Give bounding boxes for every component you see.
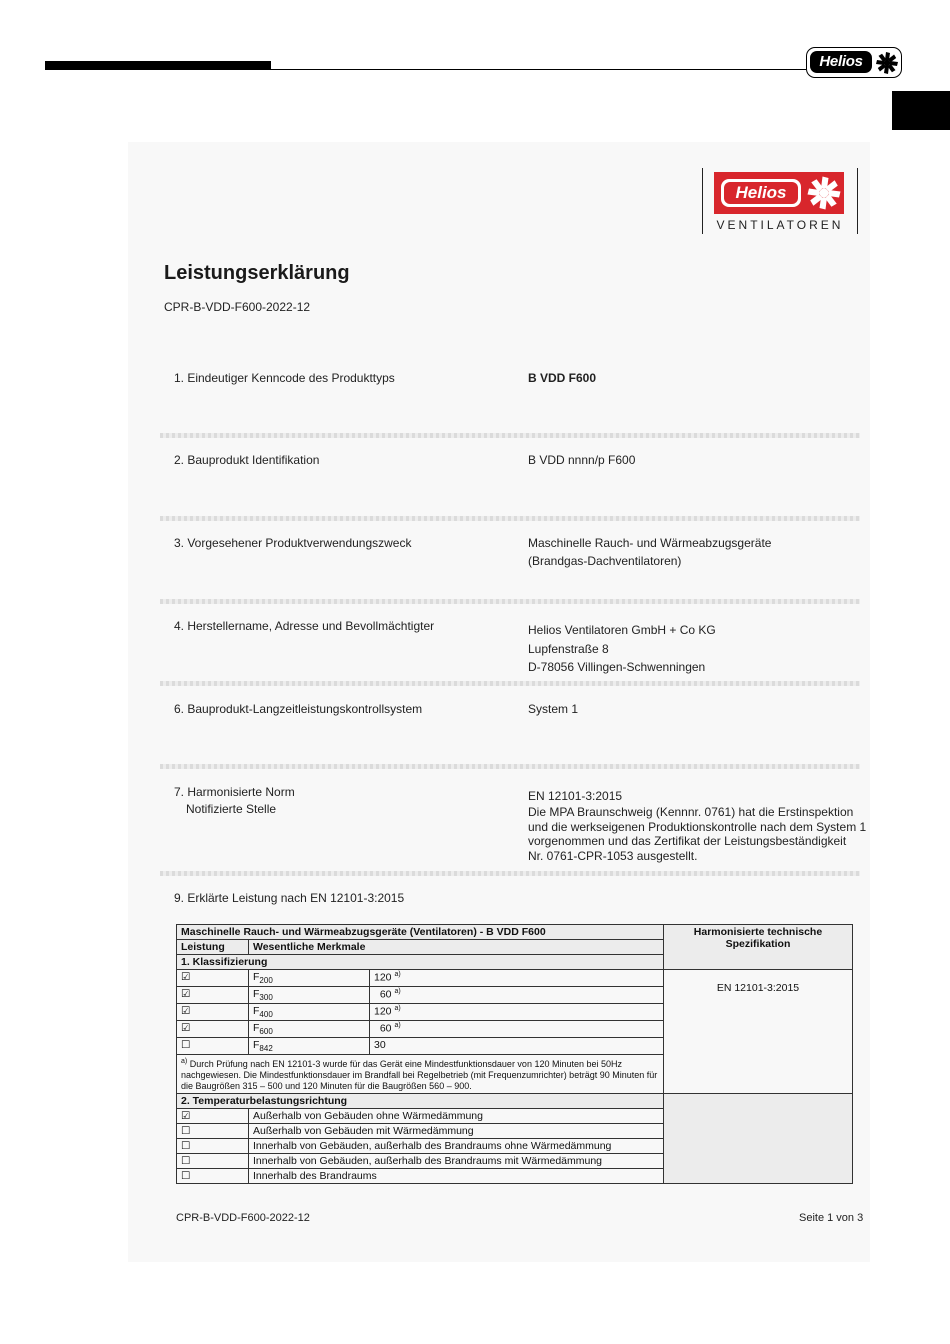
temp-option: Innerhalb des Brandraums — [249, 1169, 664, 1184]
class-symbol: $F_{600}$ — [249, 1021, 370, 1038]
class-symbol: $F_{200}$ — [249, 970, 370, 987]
section-3-value-line1: Maschinelle Rauch- und Wärmeabzugsgeräte — [528, 536, 772, 550]
section-7-label2: Notifizierte Stelle — [186, 802, 277, 816]
section-7-value-line3: und die werkseigenen Produktionskontrolle nach dem System 1 — [528, 820, 867, 834]
section-3-label: 3. Vorgesehener Produktverwendungszweck — [174, 536, 412, 550]
document-code: CPR-B-VDD-F600-2022-12 — [164, 300, 311, 314]
class-symbol: $F_{400}$ — [249, 1004, 370, 1021]
class-value: 60 $^{a)}$ — [370, 987, 664, 1004]
class-value: 60 $^{a)}$ — [370, 1021, 664, 1038]
temp-option: Außerhalb von Gebäuden mit Wärmedämmung — [249, 1124, 664, 1139]
class-value: 120 $^{a)}$ — [370, 1004, 664, 1021]
class-symbol: $F_{300}$ — [249, 987, 370, 1004]
checkbox: ☐ — [177, 1038, 249, 1055]
performance-table — [176, 924, 853, 1184]
section-7-value-line2: Die MPA Braunschweig (Kennnr. 0761) hat die Erstinspektion — [528, 805, 854, 819]
table-title: Maschinelle Rauch- und Wärmeabzugsgeräte (Ventilatoren) - B VDD F600 — [177, 925, 664, 940]
separator — [160, 681, 860, 686]
temp-option: Innerhalb von Gebäuden, außerhalb des Brandraums ohne Wärmedämmung — [249, 1139, 664, 1154]
section-1-value: B VDD F600 — [528, 371, 597, 385]
separator — [160, 599, 860, 604]
section-1-heading: 1. Klassifizierung — [177, 955, 664, 970]
checkbox: ☐ — [177, 1154, 249, 1169]
section-row — [177, 1094, 853, 1109]
fan-icon — [875, 51, 899, 75]
checkbox: ☑ — [177, 1004, 249, 1021]
checkbox: ☐ — [177, 1139, 249, 1154]
side-tab-marker — [892, 91, 950, 130]
class-value: 120 $^{a)}$ — [370, 970, 664, 987]
document-title: Leistungserklärung — [164, 262, 350, 284]
checkbox: ☑ — [177, 970, 249, 987]
temp-option: Außerhalb von Gebäuden ohne Wärmedämmung — [249, 1109, 664, 1124]
section-4-value-line1: Helios Ventilatoren GmbH + Co KG — [528, 623, 716, 637]
spec-empty — [664, 1094, 853, 1184]
footer-code: CPR-B-VDD-F600-2022-12 — [176, 1212, 310, 1224]
class-value: 30 — [370, 1038, 664, 1055]
brand-logo-text: Helios — [724, 182, 798, 204]
separator — [160, 871, 860, 876]
fan-icon — [806, 175, 842, 211]
footer-page-number: Seite 1 von 3 — [799, 1212, 864, 1224]
section-3-value-line2: (Brandgas-Dachventilatoren) — [528, 554, 682, 568]
separator — [160, 433, 860, 438]
section-7-value-line1: EN 12101-3:2015 — [528, 789, 623, 803]
section-1-label: 1. Eindeutiger Kenncode des Produkttyps — [174, 371, 395, 385]
section-2-heading: 2. Temperaturbelastungsrichtung — [177, 1094, 664, 1109]
checkbox: ☑ — [177, 1021, 249, 1038]
header-logo-text: Helios — [810, 51, 872, 73]
section-4-label: 4. Herstellername, Adresse und Bevollmächtigter — [174, 619, 435, 633]
checkbox: ☑ — [177, 1109, 249, 1124]
section-6-value: System 1 — [528, 702, 579, 716]
temp-option: Innerhalb von Gebäuden, außerhalb des Brandraums mit Wärmedämmung — [249, 1154, 664, 1169]
section-7-label: 7. Harmonisierte Norm — [174, 785, 295, 799]
helios-brand-logo — [702, 168, 858, 234]
section-4-value-line3: D-78056 Villingen-Schwenningen — [528, 660, 706, 674]
table-row — [177, 970, 853, 987]
col-leistung: Leistung — [177, 940, 249, 955]
section-7-value-line5: Nr. 0761-CPR-1053 ausgestellt. — [528, 849, 698, 863]
class-symbol: $F_{842}$ — [249, 1038, 370, 1055]
section-6-label: 6. Bauprodukt-Langzeitleistungskontrollsystem — [174, 702, 423, 716]
checkbox: ☐ — [177, 1169, 249, 1184]
brand-tagline: VENTILATOREN — [716, 218, 844, 232]
spec-header: Harmonisierte technische Spezifikation — [664, 925, 853, 970]
spec-value: EN 12101-3:2015 — [664, 970, 853, 1094]
separator — [160, 516, 860, 521]
section-2-label: 2. Bauprodukt Identifikation — [174, 453, 320, 467]
table-title-row — [177, 925, 853, 940]
section-7-value-line4: vorgenommen und das Zertifikat der Leistungsbeständigkeit — [528, 834, 847, 848]
header-rule — [271, 69, 806, 70]
col-merkmale: Wesentliche Merkmale — [249, 940, 664, 955]
separator — [160, 764, 860, 769]
section-2-value: B VDD nnnn/p F600 — [528, 453, 636, 467]
section-4-value-line2: Lupfenstraße 8 — [528, 642, 609, 656]
checkbox: ☑ — [177, 987, 249, 1004]
checkbox: ☐ — [177, 1124, 249, 1139]
header-bar — [45, 61, 271, 70]
helios-header-logo — [806, 47, 902, 78]
declared-performance-label: 9. Erklärte Leistung nach EN 12101-3:2015 — [174, 891, 405, 905]
footnote: $^{a)}$ Durch Prüfung nach EN 12101-3 wurde für das Gerät eine Mindestfunktionsdauer von 120 Minuten bei 50Hz nachgewiesen. Die Mindestfunktionsdauer im Brandfall bei Regelbetrieb (mit Frequenzumrichter) beträgt 90 Minuten für die Baugrößen 315 – 500 und 120 Minuten für die Baugrößen 560 – 900. — [177, 1055, 664, 1094]
